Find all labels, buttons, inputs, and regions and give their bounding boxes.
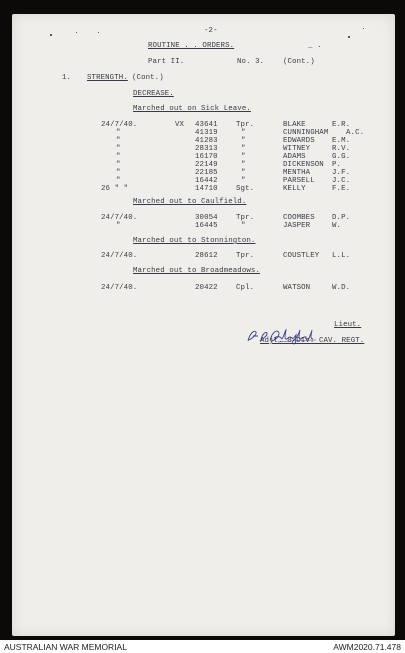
footer-institution: AUSTRALIAN WAR MEMORIAL — [4, 642, 127, 652]
item-number: 1. — [62, 74, 72, 82]
row-surname: JASPER — [283, 222, 311, 230]
row-initials: A.C. — [346, 129, 365, 137]
row-date: 24/7/40. — [101, 284, 138, 292]
row-number: 30054 — [195, 214, 218, 222]
row-prefix: VX — [175, 121, 185, 129]
heading-dash: _ . — [308, 42, 322, 50]
ink-spot — [363, 28, 364, 29]
row-surname: BLAKE — [283, 121, 306, 129]
row-number: 16442 — [195, 177, 218, 185]
row-surname: PARSELL — [283, 177, 315, 185]
row-rank: " — [241, 153, 246, 161]
section-title: Marched out to Broadmeadows. — [133, 267, 260, 275]
row-rank: Cpl. — [236, 284, 255, 292]
document-page — [12, 14, 395, 636]
row-rank: " — [241, 145, 246, 153]
row-surname: WATSON — [283, 284, 311, 292]
row-date: " — [116, 169, 121, 177]
row-rank: Sgt. — [236, 185, 255, 193]
row-initials: P. — [332, 161, 342, 169]
item-title: STRENGTH. — [87, 74, 128, 82]
row-number: 43641 — [195, 121, 218, 129]
row-initials: F.E. — [332, 185, 351, 193]
row-surname: ADAMS — [283, 153, 306, 161]
row-number: 22149 — [195, 161, 218, 169]
row-surname: CUNNINGHAM — [283, 129, 329, 137]
row-initials: J.F. — [332, 169, 351, 177]
row-initials: L.L. — [332, 252, 351, 260]
row-number: 16445 — [195, 222, 218, 230]
row-number: 14710 — [195, 185, 218, 193]
row-date: 26 " " — [101, 185, 129, 193]
row-initials: W.D. — [332, 284, 351, 292]
row-date: " — [116, 153, 121, 161]
row-date: " — [116, 145, 121, 153]
row-rank: Tpr. — [236, 252, 255, 260]
row-initials: J.C. — [332, 177, 351, 185]
signature-rank: Lieut. — [334, 321, 362, 329]
section-title: Marched out to Caulfield. — [133, 198, 247, 206]
row-number: 16170 — [195, 153, 218, 161]
row-surname: EDWARDS — [283, 137, 315, 145]
orders-heading: ROUTINE . . ORDERS. — [148, 42, 235, 50]
row-initials: E.M. — [332, 137, 351, 145]
row-surname: COUSTLEY — [283, 252, 320, 260]
decrease-heading: DECREASE. — [133, 90, 174, 98]
row-date: " — [116, 177, 121, 185]
row-date: " — [116, 161, 121, 169]
page-number: -2- — [204, 27, 218, 35]
row-date: 24/7/40. — [101, 214, 138, 222]
row-rank: Tpr. — [236, 214, 255, 222]
row-rank: " — [241, 137, 246, 145]
row-date: " — [116, 222, 121, 230]
row-initials: R.V. — [332, 145, 351, 153]
row-surname: DICKENSON — [283, 161, 324, 169]
row-number: 41283 — [195, 137, 218, 145]
row-rank: " — [241, 129, 246, 137]
row-date: " — [116, 137, 121, 145]
row-initials: D.P. — [332, 214, 351, 222]
row-number: 22185 — [195, 169, 218, 177]
row-surname: MENTHA — [283, 169, 311, 177]
signature-title: Adjt. 8 DIV. CAV. REGT. — [260, 337, 365, 345]
row-number: 28313 — [195, 145, 218, 153]
row-rank: " — [241, 161, 246, 169]
row-date: 24/7/40. — [101, 121, 138, 129]
row-surname: KELLY — [283, 185, 306, 193]
row-initials: G.G. — [332, 153, 351, 161]
row-number: 41319 — [195, 129, 218, 137]
row-initials: W. — [332, 222, 342, 230]
ink-spot — [98, 32, 99, 33]
row-rank: " — [241, 169, 246, 177]
row-rank: " — [241, 222, 246, 230]
row-date: " — [116, 129, 121, 137]
row-rank: Tpr. — [236, 121, 255, 129]
row-surname: WITNEY — [283, 145, 311, 153]
ink-spot — [76, 32, 77, 33]
row-date: 24/7/40. — [101, 252, 138, 260]
row-number: 28612 — [195, 252, 218, 260]
ink-spot — [50, 34, 52, 36]
row-initials: E.R. — [332, 121, 351, 129]
section-title: Marched out to Stonnington. — [133, 237, 256, 245]
continued-label: (Cont.) — [283, 58, 315, 66]
footer-accession-number: AWM2020.71.478 — [333, 642, 401, 652]
part-label: Part II. — [148, 58, 185, 66]
ink-spot — [348, 36, 350, 38]
section-title: Marched out on Sick Leave. — [133, 105, 251, 113]
order-number: No. 3. — [237, 58, 265, 66]
row-surname: COOMBES — [283, 214, 315, 222]
row-number: 20422 — [195, 284, 218, 292]
row-rank: " — [241, 177, 246, 185]
item-continued: (Cont.) — [132, 74, 164, 82]
